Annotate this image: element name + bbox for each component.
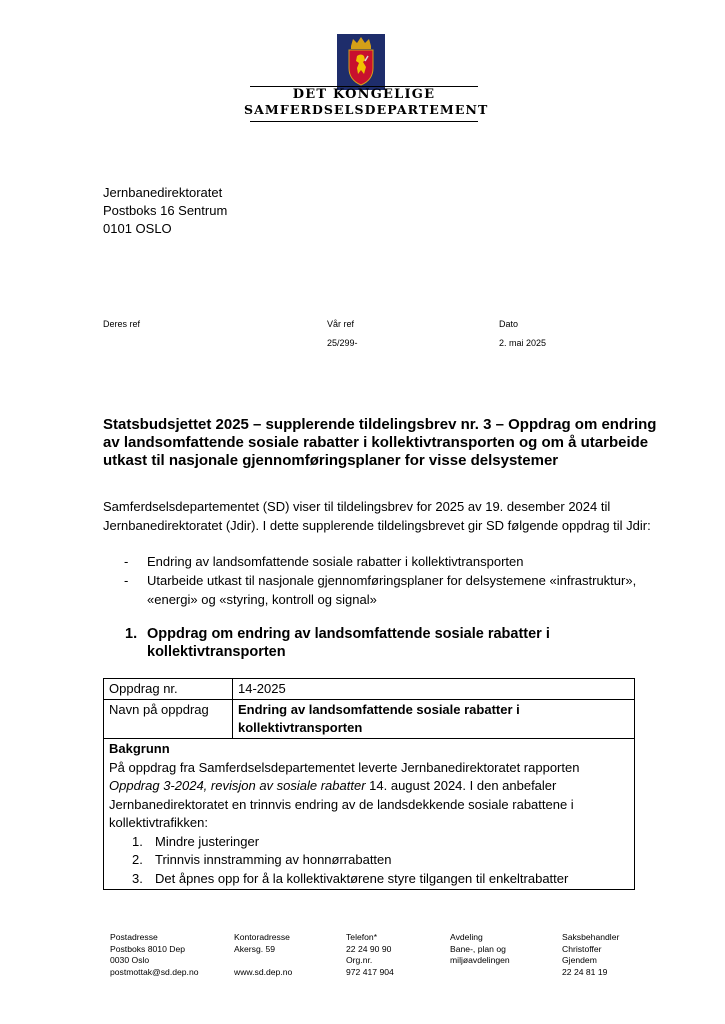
letter-subject: Statsbudsjettet 2025 – supplerende tildelingsbrev nr. 3 – Oppdrag om endring av landsomfattende sosiale rabatter i kollektivtransporten og om å utarbeide utkast til nasjonale gjennomføringsplaner for visse delsystemer (103, 416, 657, 469)
section-number: 1. (125, 626, 138, 642)
assignment-table (103, 678, 635, 890)
var-ref-value: 25/299- (327, 338, 358, 348)
report-title: Oppdrag 3-2024, revisjon av sosiale rabatter (109, 778, 366, 793)
recipient-address: Postboks 16 Sentrum (103, 203, 228, 218)
footer-text: 22 24 81 19 (562, 966, 608, 977)
deres-ref-label: Deres ref (103, 319, 141, 329)
table-value: 14-2025 (233, 679, 635, 700)
footer-text: Gjendem (562, 955, 597, 965)
bullet-dash: - (124, 573, 129, 588)
var-ref-label: Vår ref (327, 319, 355, 329)
background-text: På oppdrag fra Samferdselsdepartementet leverte Jernbanedirektoratet rapporten (109, 759, 580, 775)
table-label: Oppdrag nr. (104, 679, 233, 700)
list-text: Trinnvis innstramming av honnørrabatten (155, 852, 392, 867)
footer-postal-column (110, 932, 199, 978)
background-text: 14. august 2024. I den anbefaler (365, 778, 557, 793)
list-item (109, 851, 629, 870)
footer-heading: Avdeling (450, 932, 483, 942)
background-text-line (109, 777, 629, 796)
footer-text: 972 417 904 (346, 966, 394, 977)
footer-department-column (450, 932, 510, 967)
logo-text-line1: DET KONGELIGE (292, 87, 436, 102)
bullet-item: Utarbeide utkast til nasjonale gjennomføringsplaner for delsystemene «infrastruktur», «energi» og «styring, kontroll og signal» (147, 573, 637, 607)
table-label: Navn på oppdrag (104, 700, 233, 739)
coat-of-arms-icon (337, 34, 385, 90)
date-label: Dato (499, 319, 519, 329)
logo-text-line2: SAMFERDSELSDEPARTEMENT (244, 102, 489, 117)
table-row (104, 700, 635, 739)
bullet-dash: - (124, 554, 129, 569)
footer-heading: Postadresse (110, 932, 158, 942)
logo-divider-bottom (250, 121, 478, 122)
section-title: Oppdrag om endring av landsomfattende sosiale rabatter i kollektivtransporten (147, 626, 550, 660)
table-row (104, 679, 635, 700)
background-text: kollektivtrafikken: (109, 815, 208, 830)
footer-caseworker-column (562, 932, 619, 978)
list-text: Mindre justeringer (155, 833, 260, 849)
background-cell (104, 739, 635, 890)
footer-office-column (234, 932, 292, 978)
footer-text: Postboks 8010 Dep (110, 943, 186, 954)
background-text: Jernbanedirektoratet en trinnvis endring av de landsdekkende sosiale rabattene i (109, 796, 574, 812)
footer-text: 22 24 90 90 (346, 943, 392, 954)
footer-phone-column (346, 932, 394, 978)
recipient-postal: 0101 OSLO (103, 221, 172, 236)
table-value: Endring av landsomfattende sosiale rabatter i kollektivtransporten (233, 700, 635, 739)
footer-text: Akersg. 59 (234, 943, 276, 954)
intro-paragraph: Samferdselsdepartementet (SD) viser til tildelingsbrev for 2025 av 19. desember 2024 til Jernbanedirektoratet (Jdir). I dette supplerende tildelingsbrevet gir SD følgende oppdrag til Jdir: (103, 499, 651, 533)
date-value: 2. mai 2025 (499, 338, 547, 348)
background-heading: Bakgrunn (109, 741, 170, 756)
list-number: 1. (132, 833, 143, 849)
list-item (109, 833, 629, 852)
list-number: 2. (132, 852, 143, 867)
footer-heading: Telefon* (346, 932, 378, 942)
bullet-item: Endring av landsomfattende sosiale rabatter i kollektivtransporten (147, 554, 524, 569)
footer-text: miljøavdelingen (450, 955, 510, 965)
footer-text: 0030 Oslo (110, 955, 150, 965)
footer-text: Org.nr. (346, 955, 373, 965)
footer-heading: Saksbehandler (562, 932, 620, 942)
footer-website: www.sd.dep.no (234, 966, 293, 977)
footer-text: Christoffer (562, 943, 602, 954)
footer-heading: Kontoradresse (234, 932, 290, 942)
footer-text: Bane-, plan og (450, 943, 506, 954)
list-number: 3. (132, 870, 143, 886)
list-item (109, 870, 629, 889)
list-text: Det åpnes opp for å la kollektivaktørene styre tilgangen til enkeltrabatter (155, 870, 569, 886)
recipient-name: Jernbanedirektoratet (103, 185, 223, 200)
table-row (104, 739, 635, 890)
footer-email: postmottak@sd.dep.no (110, 966, 199, 977)
footer-spacer (234, 955, 292, 967)
